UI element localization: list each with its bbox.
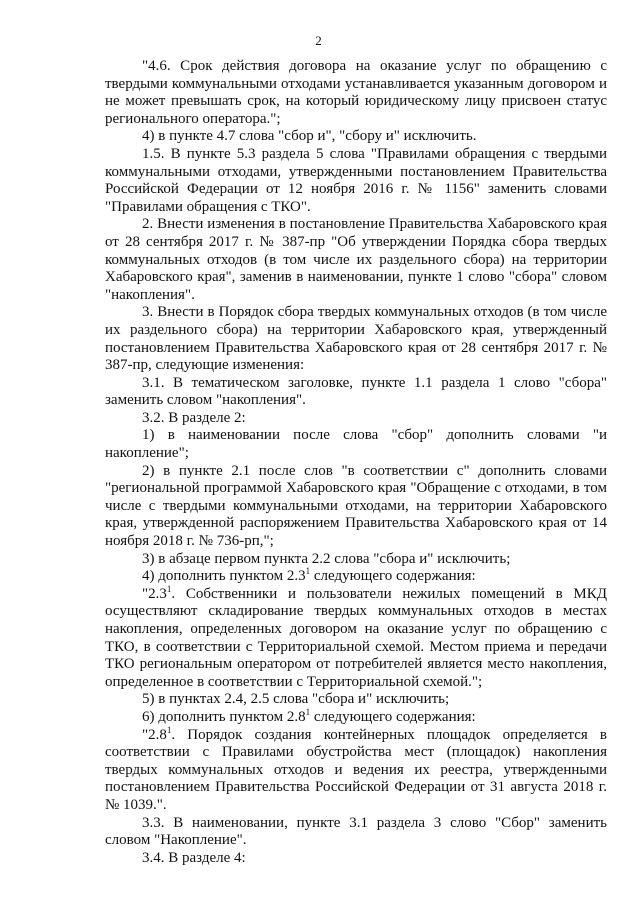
page-number: 2 [315, 33, 322, 48]
paragraph-3-2-item-2: 2) в пункте 2.1 после слов "в соответствии с" дополнить словами "региональной программой Хабаровского края "Обращение с отходами, в том числе с твердыми коммунальными отходами, на территории Хабаровского края, утвержденной распоряжением Правительства Хабаровского края от 14 ноября 2018 г. № 736-рп,"; [105, 462, 607, 550]
paragraph-1-5: 1.5. В пункте 5.3 раздела 5 слова "Правилами обращения с твердыми коммунальными отходами, утвержденными постановлением Правительства Российской Федерации от 12 ноября 2016 г. № 1156" заменить словами "Правилами обращения с ТКО". [105, 145, 607, 215]
paragraph-3-2-item-5: 5) в пунктах 2.4, 2.5 слова "сбора и" исключить; [142, 691, 450, 708]
paragraph-3-2-item-6 [105, 706, 607, 727]
paragraph-3-1: 3.1. В тематическом заголовке, пункте 1.1 раздела 1 слово "сбора" заменить словом "накопления". [105, 374, 607, 409]
paragraph-item-4: 4) в пункте 4.7 слова "сбор и", "сбору и" исключить. [142, 128, 477, 145]
paragraph-2-3-1 [105, 583, 607, 692]
paragraph-3: 3. Внести в Порядок сбора твердых коммунальных отходов (в том числе их раздельного сбора) на территории Хабаровского края, утвержденный постановлением Правительства Хабаровского края от 28 сентября 2017 г. № 387-пр, следующие изменения: [105, 304, 607, 374]
paragraph-3-4: 3.4. В разделе 4: [142, 849, 246, 866]
paragraph-4-6: "4.6. Срок действия договора на оказание услуг по обращению с твердыми коммунальными отходами устанавливается указанным договором и не может превышать срок, на который юридическому лицу присвоен статус регионального оператора."; [105, 58, 607, 127]
text-before-superscript: "2.3 [142, 585, 167, 602]
document-body [105, 58, 607, 867]
paragraph-3-2-item-4 [105, 568, 607, 586]
superscript: 1 [166, 724, 172, 735]
text-after-superscript: . Собственники и пользователи нежилых помещений в МКД осуществляют складирование твердых коммунальных отходов в местах накопления, определенных договором на оказание услуг по обращению с ТКО, в соответствии с Территориальной схемой. Местом приема и передачи ТКО региональным оператором от потребителей является место накопления, определенное в соответствии с Территориальной схемой."; [105, 585, 607, 690]
text-after-superscript: следующего содержания: [310, 568, 476, 585]
text-before-superscript: "2.8 [142, 726, 167, 743]
superscript: 1 [305, 566, 311, 577]
text-after-superscript: следующего содержания: [310, 708, 476, 725]
text-before-superscript: 4) дополнить пунктом 2.3 [142, 568, 306, 585]
paragraph-2: 2. Внести изменения в постановление Правительства Хабаровского края от 28 сентября 2017 г. № 387-пр "Об утверждении Порядка сбора твердых коммунальных отходов (в том числе их раздельного сбора) на территории Хабаровского края", заменив в наименовании, пункте 1 слово "сбора" словом "накопления". [105, 216, 607, 303]
paragraph-3-2-item-1: 1) в наименовании после слова "сбор" дополнить словами "и накопление"; [105, 427, 607, 462]
text-before-superscript: 6) дополнить пунктом 2.8 [142, 708, 306, 725]
paragraph-2-8-1 [105, 724, 607, 815]
paragraph-3-3: 3.3. В наименовании, пункте 3.1 раздела 3 слово "Сбор" заменить словом "Накопление". [105, 814, 607, 849]
paragraph-3-2: 3.2. В разделе 2: [142, 409, 246, 426]
text-after-superscript: . Порядок создания контейнерных площадок определяется в соответствии с Правилами обустройства мест (площадок) накопления твердых коммунальных отходов и ведения их реестра, утвержденными постановлением Правительства Российской Федерации от 31 августа 2018 г. № 1039.". [105, 726, 607, 813]
superscript: 1 [305, 706, 311, 717]
paragraph-3-2-item-3: 3) в абзаце первом пункта 2.2 слова "сбора и" исключить; [142, 550, 511, 567]
superscript: 1 [166, 583, 172, 594]
